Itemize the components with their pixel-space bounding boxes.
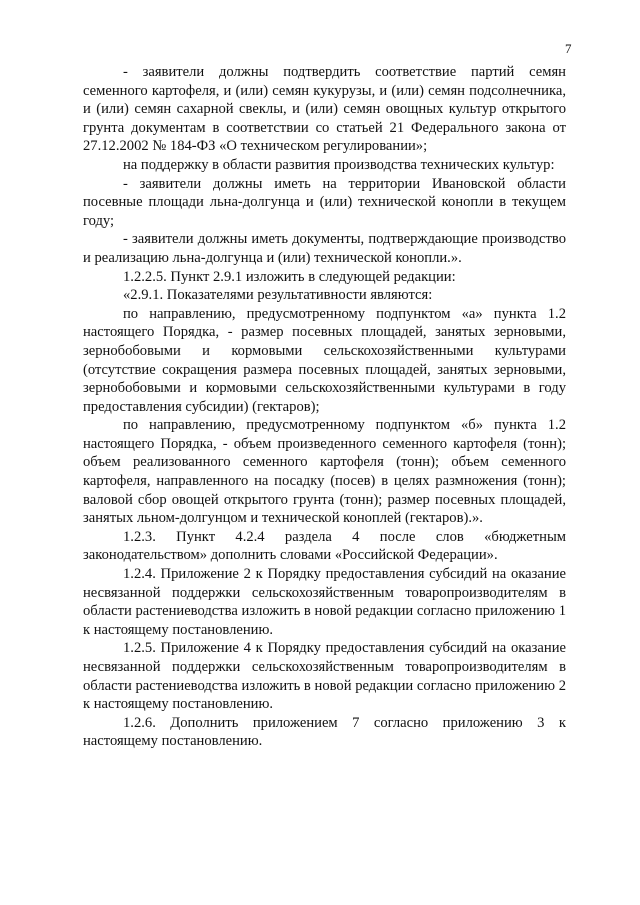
paragraph: на поддержку в области развития производства технических культур:	[123, 156, 555, 173]
paragraph: 1.2.3. Пункт 4.2.4 раздела 4 после слов «бюджетным законодательством» дополнить словами «Российской Федерации».	[83, 528, 566, 564]
paragraph: 1.2.2.5. Пункт 2.9.1 изложить в следующей редакции:	[123, 268, 456, 285]
paragraph: «2.9.1. Показателями результативности являются:	[123, 287, 433, 304]
paragraph: по направлению, предусмотренному подпунктом «а» пункта 1.2 настоящего Порядка, - размер посевных площадей, занятых зерновыми, зернобобовыми и кормовыми сельскохозяйственными культурами (отсутствие сокращения размера посевных площадей, занятых зерновыми, зернобобовыми и кормовыми сельскохозяйственными культурами в году предоставления субсидии) (гектаров);	[83, 305, 566, 415]
paragraph: 1.2.5. Приложение 4 к Порядку предоставления субсидий на оказание несвязанной поддержки сельскохозяйственным товаропроизводителям в области растениеводства изложить в новой редакции согласно приложению 2 к настоящему постановлению.	[83, 640, 566, 713]
paragraph: 1.2.6. Дополнить приложением 7 согласно приложению 3 к настоящему постановлению.	[83, 714, 566, 750]
paragraph: по направлению, предусмотренному подпунктом «б» пункта 1.2 настоящего Порядка, - объем произведенного семенного картофеля (тонн); объем реализованного семенного картофеля (тонн); объем семенного картофеля, направленного на посадку (посев) в целях размножения (тонн); валовой сбор овощей открытого грунта (тонн); размер посевных площадей, занятых льном-долгунцом и технической коноплей (гектаров).».	[83, 417, 566, 527]
paragraph: 1.2.4. Приложение 2 к Порядку предоставления субсидий на оказание несвязанной поддержки сельскохозяйственным товаропроизводителям в области растениеводства изложить в новой редакции согласно приложению 1 к настоящему постановлению.	[83, 566, 566, 638]
page-number: 7	[565, 41, 572, 56]
paragraph: - заявители должны иметь на территории Ивановской области посевные площади льна-долгунца и (или) технической конопли в текущем году;	[83, 175, 566, 229]
paragraph: - заявители должны подтвердить соответствие партий семян семенного картофеля, и (или) семян кукурузы, и (или) семян подсолнечника, и (или) семян сахарной свеклы, и (или) семян овощных культур открытого грунта документам в соответствии со статьей 21 Федерального закона от 27.12.2002 № 184-ФЗ «О техническом регулировании»;	[83, 64, 566, 155]
document-body	[83, 63, 566, 751]
paragraph: - заявители должны иметь документы, подтверждающие производство и реализацию льна-долгунца и (или) технической конопли.».	[83, 231, 566, 266]
